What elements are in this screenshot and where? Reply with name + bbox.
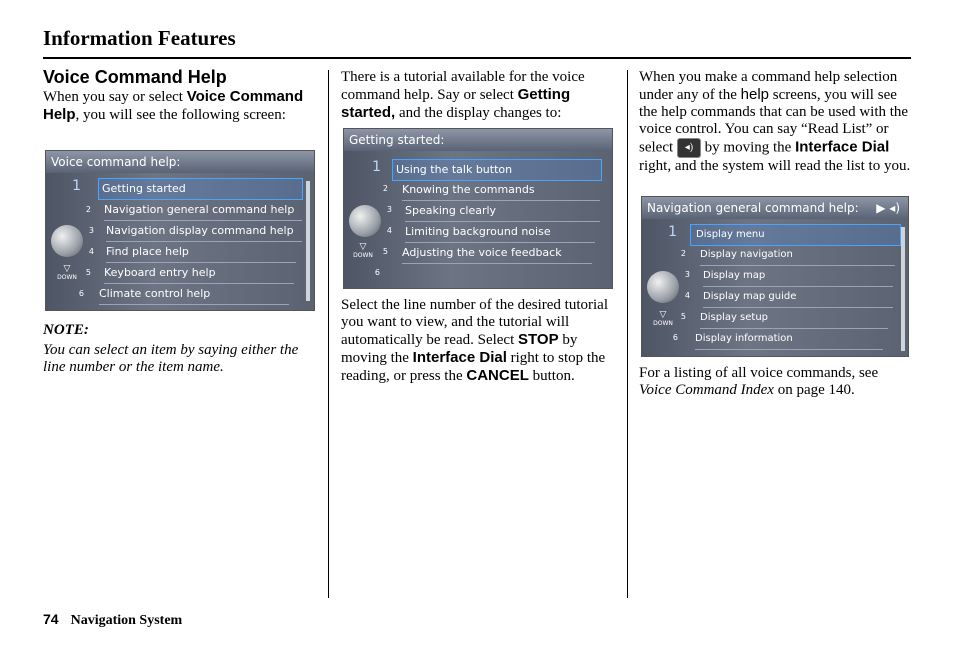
list-item[interactable]: Keyboard entry help bbox=[104, 263, 294, 284]
select-paragraph-block bbox=[341, 297, 613, 385]
help-paragraph: When you make a command help selection under any of the help screens, you will see the help commands that can be used with the voice control. You can say “Read List” or select ◂) by moving the Interface Dial right, and the system will read the list to you. bbox=[639, 69, 911, 174]
screen-title: Getting started: bbox=[344, 129, 612, 151]
down-arrow-icon: ▽ DOWN bbox=[653, 310, 673, 327]
list-item[interactable]: Getting started bbox=[98, 178, 303, 200]
list-item[interactable]: Knowing the commands bbox=[402, 180, 600, 201]
column-divider-2 bbox=[627, 70, 628, 598]
down-arrow-icon: ▽ DOWN bbox=[353, 242, 373, 259]
index-paragraph-block bbox=[639, 365, 911, 399]
navigation-general-help-screen: Navigation general command help: ▶ ◂) ▽ DOWN 1 2 3 4 5 6 Display menu Display navigation Display map Display map guide Display setup Display information bbox=[641, 196, 909, 357]
page-footer bbox=[43, 611, 182, 629]
intro-paragraph: When you say or select Voice Command Help, you will see the following screen: bbox=[43, 88, 304, 123]
page-header: Information Features bbox=[43, 26, 236, 50]
list-item[interactable]: Limiting background noise bbox=[405, 222, 595, 243]
column-1 bbox=[43, 69, 315, 124]
list-item[interactable]: Display map guide bbox=[703, 287, 893, 308]
list-item[interactable]: Display navigation bbox=[700, 245, 895, 266]
list-item[interactable]: Find place help bbox=[106, 242, 296, 263]
list-item[interactable]: Adjusting the voice feedback bbox=[402, 243, 592, 264]
list-item[interactable]: Display information bbox=[695, 329, 883, 350]
footer-section: Navigation System bbox=[70, 613, 183, 628]
page-number: 74 bbox=[43, 611, 59, 627]
header-rule bbox=[43, 57, 911, 59]
screen-title: Voice command help: bbox=[46, 151, 314, 173]
list-item[interactable]: Display map bbox=[703, 266, 893, 287]
speaker-icon: ◂) bbox=[677, 138, 701, 158]
section-heading: Voice Command Help bbox=[43, 67, 227, 87]
dial-knob-icon bbox=[647, 271, 679, 303]
column-3 bbox=[639, 69, 911, 175]
list-item[interactable]: Navigation general command help bbox=[104, 200, 302, 221]
getting-started-screen: Getting started: ▽ DOWN 1 2 3 4 5 6 Using the talk button Knowing the commands Speaking clearly Limiting background noise Adjusting the voice feedback bbox=[343, 128, 613, 289]
index-paragraph: For a listing of all voice commands, see Voice Command Index on page 140. bbox=[639, 365, 879, 398]
list-item[interactable]: Using the talk button bbox=[392, 159, 602, 181]
list-item[interactable]: Display menu bbox=[690, 224, 901, 246]
screen-title: Navigation general command help: ▶ ◂) bbox=[642, 197, 908, 219]
column-divider-1 bbox=[328, 70, 329, 598]
dial-knob-icon bbox=[349, 205, 381, 237]
speaker-icon[interactable]: ▶ ◂) bbox=[876, 201, 900, 215]
down-arrow-icon: ▽ DOWN bbox=[57, 264, 77, 281]
select-paragraph: Select the line number of the desired tutorial you want to view, and the tutorial will automatically be read. Select STOP by moving the Interface Dial right to stop the reading, or press the CANCEL button. bbox=[341, 297, 608, 384]
column-2 bbox=[341, 69, 613, 122]
note-block bbox=[43, 322, 315, 376]
scrollbar[interactable] bbox=[901, 227, 905, 351]
list-item[interactable]: Navigation display command help bbox=[106, 221, 302, 242]
tutorial-paragraph: There is a tutorial available for the voice command help. Say or select Getting started, and the display changes to: bbox=[341, 69, 585, 121]
note-text: You can select an item by saying either the line number or the item name. bbox=[43, 342, 299, 375]
voice-command-help-screen: Voice command help: ▽ DOWN 1 2 3 4 5 6 Getting started Navigation general command help Navigation display command help Find place help Keyboard entry help Climate control help bbox=[45, 150, 315, 311]
note-label: NOTE: bbox=[43, 322, 89, 338]
dial-knob-icon bbox=[51, 225, 83, 257]
list-item[interactable]: Speaking clearly bbox=[405, 201, 600, 222]
list-item[interactable]: Display setup bbox=[700, 308, 888, 329]
list-item[interactable]: Climate control help bbox=[99, 284, 289, 305]
scrollbar[interactable] bbox=[306, 181, 310, 301]
